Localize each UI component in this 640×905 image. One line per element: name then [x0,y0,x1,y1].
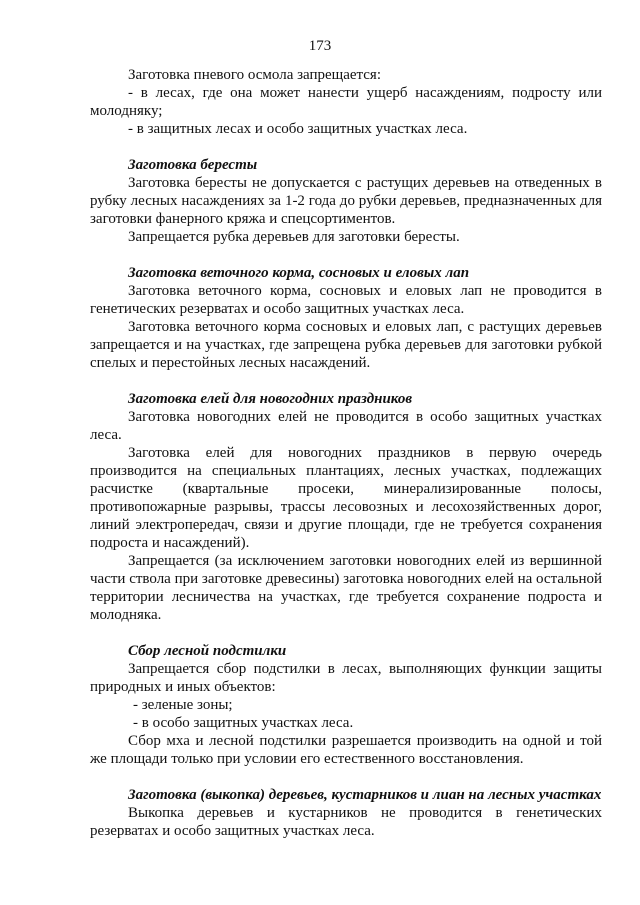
paragraph: Заготовка веточного корма сосновых и еловых лап, с растущих деревьев запрещается и на участках, где запрещена рубка деревьев для заготовки рубкой спелых и перестойных лесных насаждений. [90,319,602,371]
list-item: - зеленые зоны; [133,697,233,713]
paragraph: - в защитных лесах и особо защитных участках леса. [128,121,468,137]
page-content [90,66,602,840]
paragraph: Заготовка веточного корма, сосновых и еловых лап не проводится в генетических резерватах и особо защитных участках леса. [90,283,602,317]
paragraph: Запрещается (за исключением заготовки новогодних елей из вершинной части ствола при заготовке древесины) заготовка новогодних елей на остальной территории лесничества на участках, где требуется сохранение подроста и молодняка. [90,553,602,623]
section-heading: Заготовка елей для новогодних праздников [128,391,413,407]
section-branch-fodder [90,264,602,372]
list-item: - в особо защитных участках леса. [133,715,354,731]
section-heading: Заготовка (выкопка) деревьев, кустарников и лиан на лесных участках [128,787,602,803]
section-digging-trees [90,786,602,840]
paragraph: Заготовка новогодних елей не проводится в особо защитных участках леса. [90,409,602,443]
section-heading: Сбор лесной подстилки [128,643,287,659]
section-forest-litter [90,642,602,768]
paragraph: Сбор мха и лесной подстилки разрешается производить на одной и той же площади только при условии его естественного восстановления. [90,733,602,767]
paragraph: Запрещается рубка деревьев для заготовки бересты. [128,229,460,245]
page-number: 173 [308,38,332,54]
paragraph: - в лесах, где она может нанести ущерб насаждениям, подросту или молодняку; [90,85,602,119]
paragraph: Заготовка пневого осмола запрещается: [128,67,382,83]
section-heading: Заготовка бересты [128,157,258,173]
section-heading: Заготовка веточного корма, сосновых и еловых лап [128,265,470,281]
paragraph: Запрещается сбор подстилки в лесах, выполняющих функции защиты природных и иных объектов: [90,661,602,695]
paragraph: Выкопка деревьев и кустарников не проводится в генетических резерватах и особо защитных участках леса. [90,805,602,839]
section-birch-bark [90,156,602,246]
section-christmas-trees [90,390,602,624]
paragraph: Заготовка елей для новогодних праздников в первую очередь производится на специальных плантациях, лесных участках, подлежащих расчистке (квартальные просеки, минерализированные полосы, противопожарные разрывы, трассы лесовозных и лесохозяйственных дорог, линий электропередач, связи и другие площади, где не требуется сохранения подроста и насаждений). [90,445,602,551]
section-resin-harvesting [90,66,602,138]
paragraph: Заготовка бересты не допускается с растущих деревьев на отведенных в рубку лесных насаждениях за 1-2 года до рубки деревьев, предназначенных для заготовки фанерного кряжа и спецсортиментов. [90,175,602,227]
